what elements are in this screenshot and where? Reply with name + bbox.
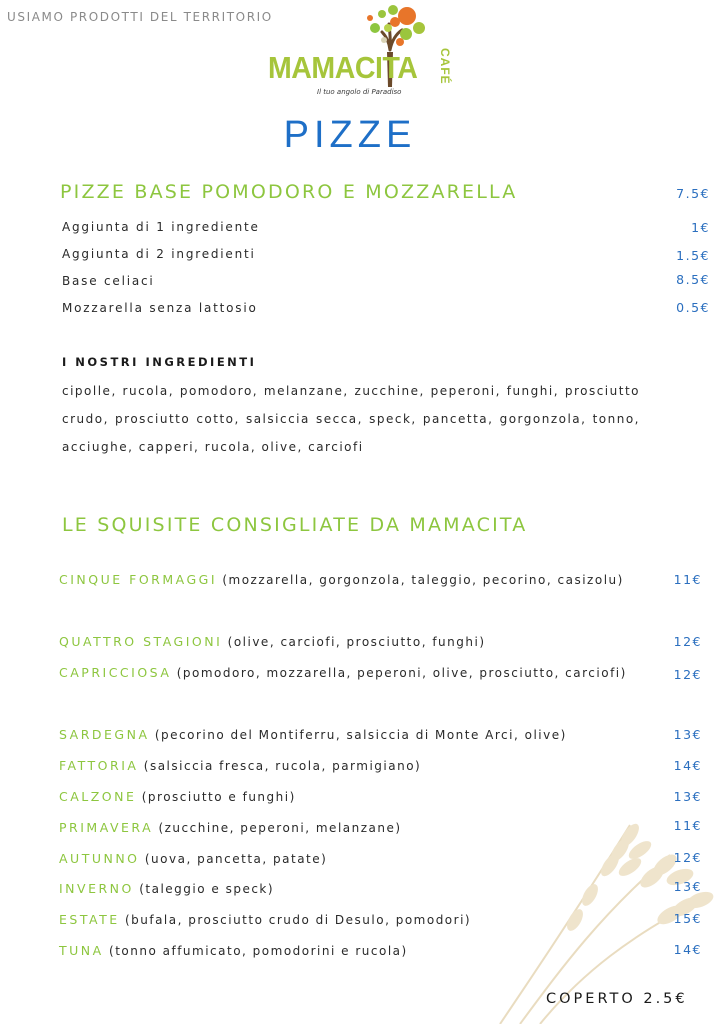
pizza-price: 11€ (673, 572, 702, 587)
pizza-price: 14€ (673, 758, 702, 773)
pizza-price: 12€ (673, 850, 702, 865)
pizza-description: (mozzarella, gorgonzola, taleggio, pecorino, casizolu) (222, 573, 624, 587)
pizza-description: (pecorino del Montiferru, salsiccia di Monte Arci, olive) (154, 728, 567, 742)
pizza-price: 13€ (673, 879, 702, 894)
page-title: PIZZE (283, 114, 417, 156)
pizza-item (59, 657, 633, 689)
pizza-name: FATTORIA (59, 758, 139, 773)
pizza-item (59, 812, 637, 844)
extra-label: Base celiaci (62, 274, 155, 288)
extra-label: Aggiunta di 2 ingredienti (62, 247, 256, 261)
pizza-name: ESTATE (59, 912, 120, 927)
pizza-description: (olive, carciofi, prosciutto, funghi) (227, 635, 486, 649)
extra-price: 8.5€ (676, 272, 710, 287)
territory-tagline: USIAMO PRODOTTI DEL TERRITORIO (7, 10, 273, 24)
extra-price: 0.5€ (676, 300, 710, 315)
pizza-item (59, 564, 637, 596)
logo-cafe-label: CAFÉ (438, 48, 452, 85)
pizza-description: (pomodoro, mozzarella, peperoni, olive, prosciutto, carciofi) (176, 666, 627, 680)
pizza-price: 11€ (673, 818, 702, 833)
extra-label: Mozzarella senza lattosio (62, 301, 258, 315)
logo-subtitle: Il tuo angolo di Paradiso (317, 88, 402, 96)
base-price: 7.5€ (676, 186, 710, 201)
special-section-title: LE SQUISITE CONSIGLIATE DA MAMACITA (62, 514, 528, 536)
pizza-price: 12€ (673, 634, 702, 649)
ingredients-heading: I NOSTRI INGREDIENTI (62, 355, 257, 369)
pizza-item (59, 904, 637, 936)
pizza-description: (bufala, prosciutto crudo di Desulo, pomodori) (124, 913, 472, 927)
extra-price: 1.5€ (676, 248, 710, 263)
pizza-description: (salsiccia fresca, rucola, parmigiano) (143, 759, 422, 773)
pizza-name: CAPRICCIOSA (59, 665, 172, 680)
pizza-description: (tonno affumicato, pomodorini e rucola) (109, 944, 408, 958)
pizza-item (59, 873, 637, 905)
pizza-price: 12€ (673, 667, 702, 682)
pizza-description: (prosciutto e funghi) (141, 790, 296, 804)
pizza-item (59, 935, 637, 967)
pizza-price: 13€ (673, 789, 702, 804)
pizza-description: (uova, pancetta, patate) (144, 852, 328, 866)
pizza-name: SARDEGNA (59, 727, 150, 742)
pizza-name: AUTUNNO (59, 851, 140, 866)
logo-wordmark: MAMACITA (268, 50, 418, 85)
cover-charge: COPERTO 2.5€ (546, 991, 688, 1007)
pizza-item (59, 750, 637, 782)
pizza-item (59, 719, 637, 751)
pizza-name: TUNA (59, 943, 104, 958)
pizza-description: (taleggio e speck) (139, 882, 275, 896)
pizza-price: 13€ (673, 727, 702, 742)
pizza-name: INVERNO (59, 881, 134, 896)
extra-label: Aggiunta di 1 ingrediente (62, 220, 260, 234)
extra-price: 1€ (691, 220, 710, 235)
pizza-description: (zucchine, peperoni, melanzane) (158, 821, 402, 835)
pizza-item (59, 843, 637, 875)
pizza-price: 14€ (673, 942, 702, 957)
pizza-item (59, 781, 637, 813)
base-section-title: PIZZE BASE POMODORO E MOZZARELLA (60, 181, 518, 203)
ingredients-list: cipolle, rucola, pomodoro, melanzane, zucchine, peperoni, funghi, prosciutto crudo, prosciutto cotto, salsiccia secca, speck, pancetta, gorgonzola, tonno, acciughe, capperi, rucola, olive, carciofi (62, 384, 640, 454)
pizza-name: CALZONE (59, 789, 137, 804)
pizza-name: CINQUE FORMAGGI (59, 572, 218, 587)
pizza-price: 15€ (673, 911, 702, 926)
pizza-name: QUATTRO STAGIONI (59, 634, 223, 649)
pizza-name: PRIMAVERA (59, 820, 154, 835)
pizza-item (59, 626, 637, 658)
